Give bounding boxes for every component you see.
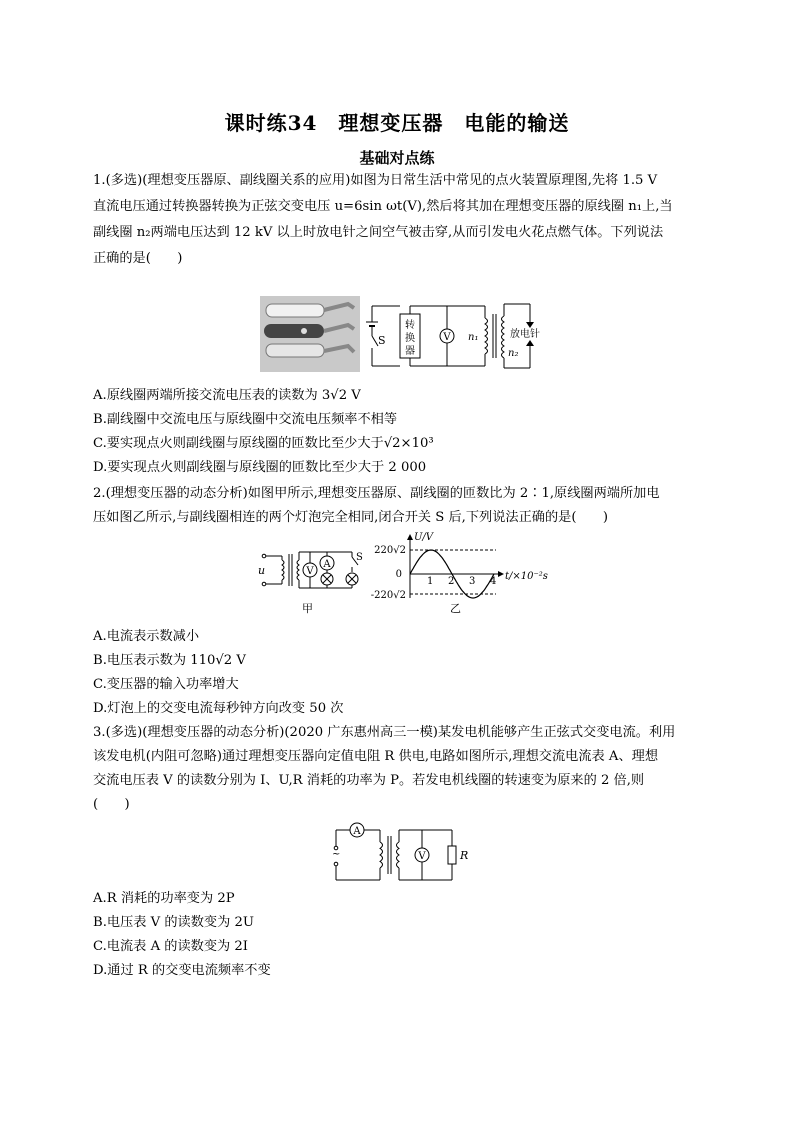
svg-text:器: 器 bbox=[405, 346, 415, 357]
q3-option-a: A.R 消耗的功率变为 2P bbox=[93, 891, 235, 906]
q1-option-c: C.要实现点火则副线圈与原线圈的匝数比至少大于√2×10³ bbox=[93, 436, 434, 451]
ac-source-icon: ~ bbox=[332, 849, 341, 860]
secondary-coil bbox=[397, 842, 400, 868]
svg-text:转: 转 bbox=[405, 320, 415, 331]
q3-stem-line: 该发电机(内阻可忽略)通过理想变压器向定值电阻 R 供电,电路如图所示,理想交流电流表 A、理想 bbox=[93, 749, 659, 764]
q1-stem-line: 正确的是( ) bbox=[93, 251, 183, 266]
q1-meter-label: V bbox=[443, 332, 451, 343]
battery-switch bbox=[366, 306, 386, 366]
q2-tick: 1 bbox=[427, 576, 434, 587]
q1-figure bbox=[260, 296, 540, 372]
q1-option-b: B.副线圈中交流电压与原线圈中交流电压频率不相等 bbox=[93, 412, 398, 427]
q2-switch-label: S bbox=[356, 552, 363, 563]
q2-option-a: A.电流表示数减小 bbox=[93, 629, 200, 644]
q2-stem-line: 2.(理想变压器的动态分析)如图甲所示,理想变压器原、副线圈的匝数比为 2∶1,原线圈两端所加电 bbox=[93, 486, 660, 501]
q2-tick: 3 bbox=[469, 576, 476, 587]
q3-stem-line: ( ) bbox=[93, 797, 130, 812]
q1-option-d: D.要实现点火则副线圈与原线圈的匝数比至少大于 2 000 bbox=[93, 460, 427, 475]
q2-option-d: D.灯泡上的交变电流每秒钟方向改变 50 次 bbox=[93, 701, 344, 716]
q2-ymax: 220√2 bbox=[374, 545, 406, 556]
q1-option-a: A.原线圈两端所接交流电压表的读数为 3√2 V bbox=[93, 388, 361, 403]
q2-stem-line: 压如图乙所示,与副线圈相连的两个灯泡完全相同,闭合开关 S 后,下列说法正确的是( ) bbox=[93, 510, 609, 525]
q1-needle-label: 放电针 bbox=[510, 329, 540, 340]
section-heading: 基础对点练 bbox=[359, 149, 435, 167]
q3-figure bbox=[330, 822, 470, 886]
q2-tick: 4 bbox=[490, 576, 497, 587]
q2-caption-right: 乙 bbox=[450, 602, 461, 615]
q1-stem-line: 副线圈 n₂两端电压达到 12 kV 以上时放电针之间空气被击穿,从而引发电火花点燃气体。下列说法 bbox=[93, 225, 664, 240]
q2-source-label: u bbox=[258, 564, 266, 577]
q3-option-d: D.通过 R 的交变电流频率不变 bbox=[93, 963, 271, 978]
svg-text:换: 换 bbox=[405, 333, 415, 344]
page-title: 课时练34 理想变压器 电能的输送 bbox=[224, 111, 570, 135]
q3-stem-line: 3.(多选)(理想变压器的动态分析)(2020 广东惠州高三一模)某发电机能够产生正弦式交变电流。利用 bbox=[93, 725, 676, 740]
q1-n1-label: n₁ bbox=[468, 332, 479, 343]
q1-n2-label: n₂ bbox=[508, 348, 519, 359]
q2-ylabel: U/V bbox=[414, 532, 434, 543]
q3-meter-v: V bbox=[418, 851, 426, 862]
q2-origin: 0 bbox=[395, 569, 402, 580]
resistor-icon bbox=[448, 846, 456, 864]
q3-option-b: B.电压表 V 的读数变为 2U bbox=[93, 915, 254, 930]
primary-coil bbox=[485, 318, 488, 354]
q2-ymin: -220√2 bbox=[370, 590, 406, 601]
q1-stem-line: 直流电压通过转换器转换为正弦交变电压 u=6sin ωt(V),然后将其加在理想变压器的原线圈 n₁上,当 bbox=[93, 199, 673, 214]
q3-stem-line: 交流电压表 V 的读数分别为 I、U,R 消耗的功率为 P。若发电机线圈的转速变为原来的 2 倍,则 bbox=[93, 773, 645, 788]
q2-meter-v: V bbox=[306, 566, 314, 577]
q2-option-c: C.变压器的输入功率增大 bbox=[93, 677, 239, 692]
q2-option-b: B.电压表示数为 110√2 V bbox=[93, 653, 246, 668]
q1-switch-label: S bbox=[378, 334, 386, 347]
q1-stem-line: 1.(多选)(理想变压器原、副线圈关系的应用)如图为日常生活中常见的点火装置原理图,先将 1.5 V bbox=[93, 173, 658, 188]
q3-resistor-label: R bbox=[460, 849, 469, 862]
primary-coil bbox=[380, 842, 383, 868]
q2-figure bbox=[252, 532, 572, 622]
q2-caption-left: 甲 bbox=[302, 602, 313, 615]
igniter-photo bbox=[260, 296, 360, 372]
q2-circuit bbox=[258, 552, 363, 588]
q3-meter-a: A bbox=[353, 826, 361, 837]
q3-option-c: C.电流表 A 的读数变为 2I bbox=[93, 939, 249, 954]
q2-tick: 2 bbox=[448, 576, 455, 587]
q2-voltage-graph bbox=[371, 532, 548, 601]
secondary-coil bbox=[502, 316, 505, 358]
q2-meter-a: A bbox=[323, 559, 331, 570]
q2-xlabel: t/×10⁻²s bbox=[505, 571, 548, 582]
